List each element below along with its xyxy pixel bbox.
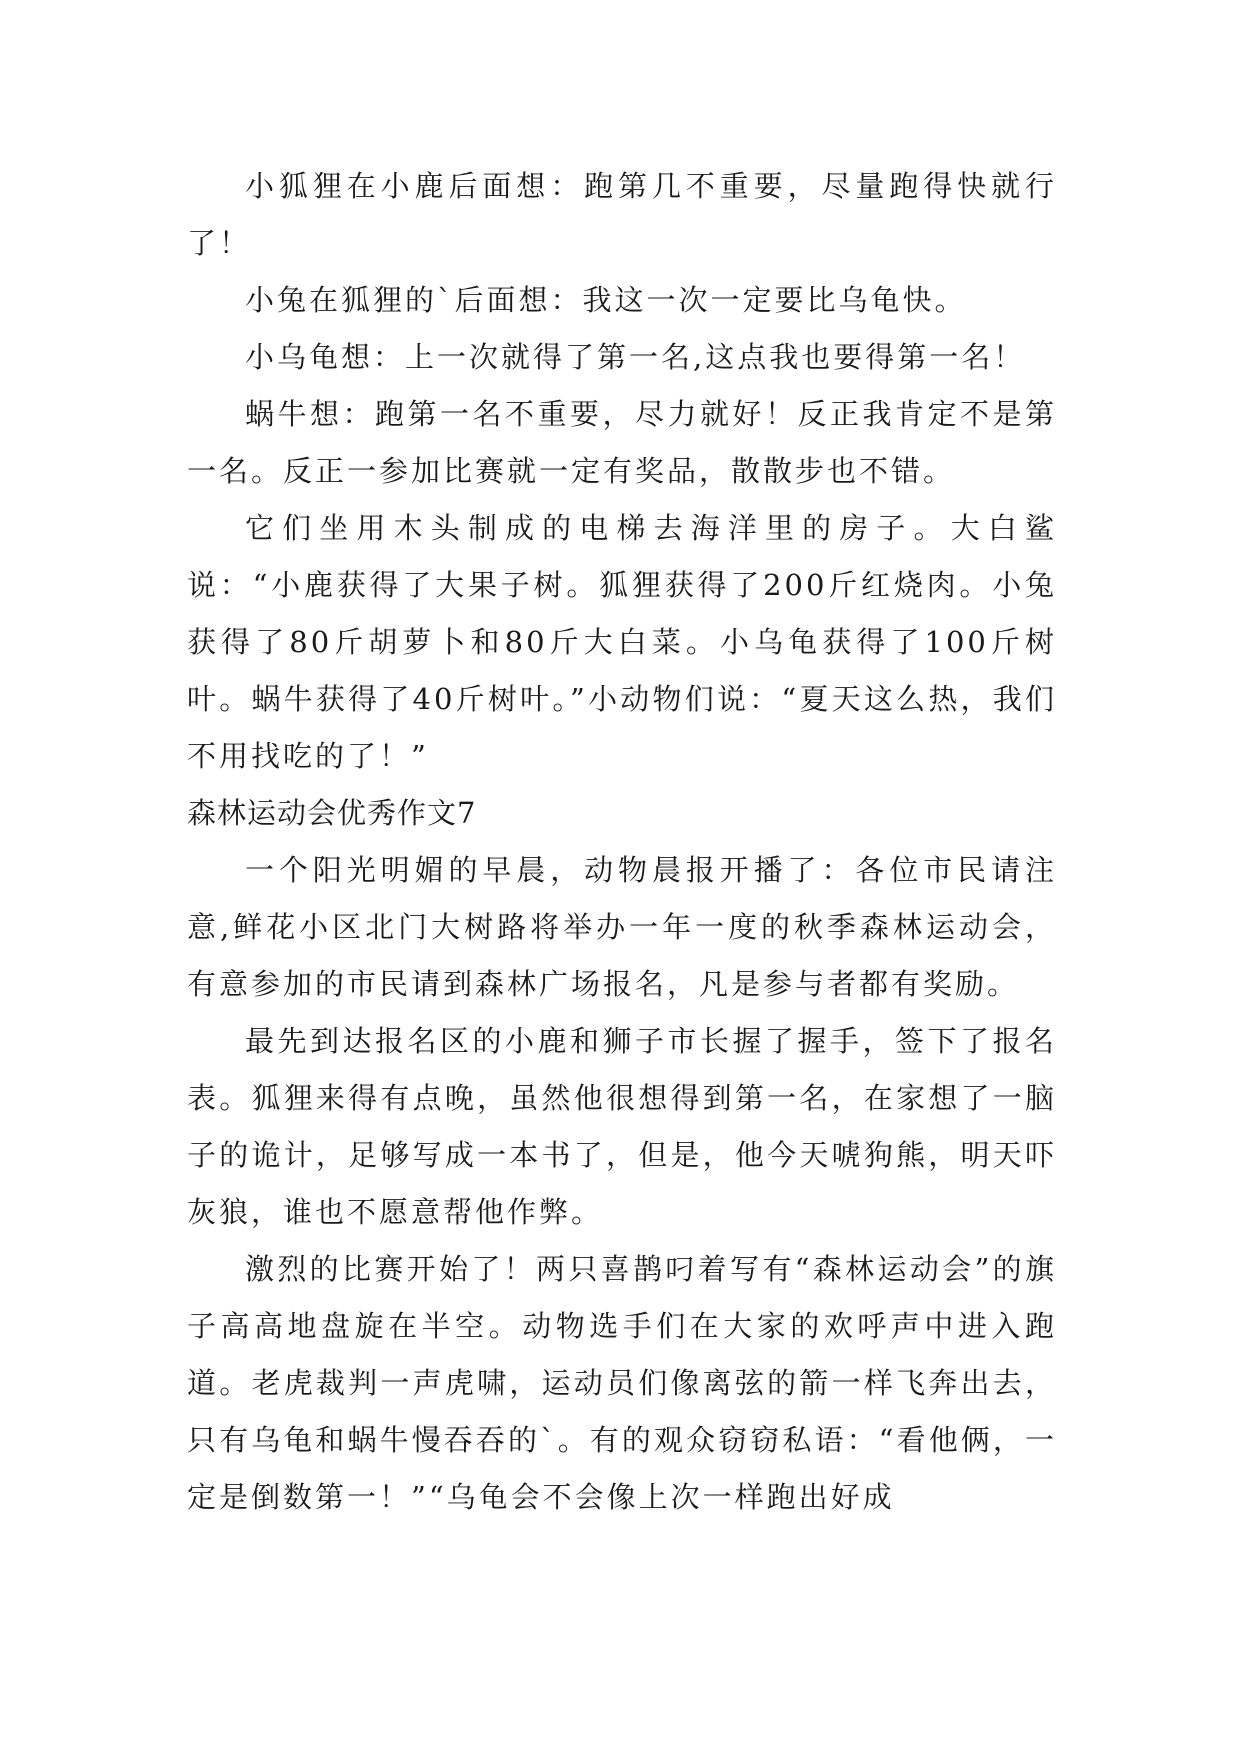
- paragraph-turtle: 小乌龟想：上一次就得了第一名,这点我也要得第一名！: [245, 340, 1026, 374]
- document-body: [187, 158, 1057, 1526]
- paragraph-rabbit: 小兔在狐狸的`后面想：我这一次一定要比乌龟快。: [245, 283, 967, 317]
- paragraph-race-start: 激烈的比赛开始了！两只喜鹊叼着写有“森林运动会”的旗子高高地盘旋在半空。动物选手们在大家的欢呼声中进入跑道。老虎裁判一声虎啸，运动员们像离弦的箭一样飞奔出去，只有乌龟和蜗牛慢吞吞的`。有的观众窃窃私语：“看他俩，一定是倒数第一！”“乌龟会不会像上次一样跑出好成: [187, 1252, 1057, 1514]
- paragraph-prizes: 它们坐用木头制成的电梯去海洋里的房子。大白鲨说：“小鹿获得了大果子树。狐狸获得了200斤红烧肉。小兔获得了80斤胡萝卜和80斤大白菜。小乌龟获得了100斤树叶。蜗牛获得了40斤树叶。”小动物们说：“夏天这么热，我们不用找吃的了！”: [187, 511, 1057, 773]
- paragraph-snail: 蜗牛想：跑第一名不重要，尽力就好！反正我肯定不是第一名。反正一参加比赛就一定有奖品，散散步也不错。: [187, 397, 1057, 488]
- paragraph-morning-news: 一个阳光明媚的早晨，动物晨报开播了：各位市民请注意,鲜花小区北门大树路将举办一年一度的秋季森林运动会，有意参加的市民请到森林广场报名，凡是参与者都有奖励。: [187, 853, 1057, 1001]
- paragraph-fox: 小狐狸在小鹿后面想：跑第几不重要，尽量跑得快就行了！: [187, 169, 1057, 260]
- section-heading: 森林运动会优秀作文7: [187, 796, 477, 830]
- paragraph-registration: 最先到达报名区的小鹿和狮子市长握了握手，签下了报名表。狐狸来得有点晚，虽然他很想得到第一名，在家想了一脑子的诡计，足够写成一本书了，但是，他今天唬狗熊，明天吓灰狼，谁也不愿意帮他作弊。: [187, 1024, 1057, 1229]
